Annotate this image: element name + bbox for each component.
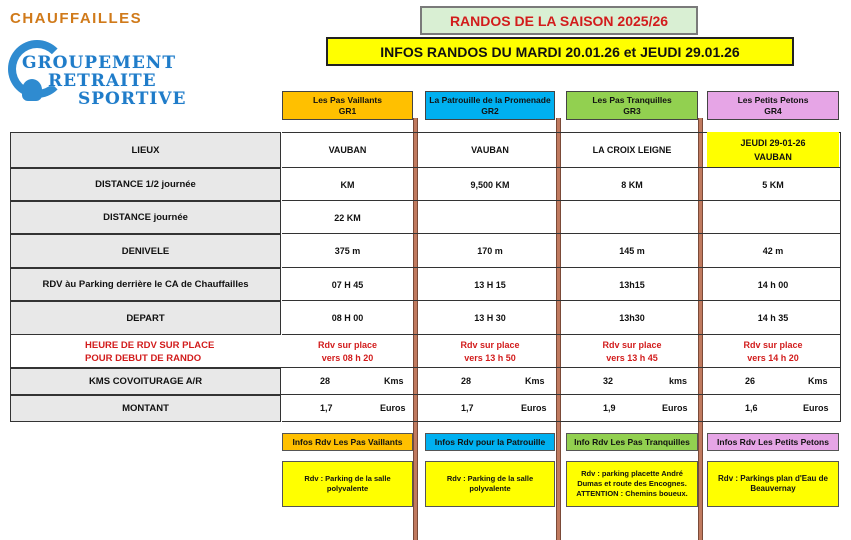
montant-value: 1,7 — [461, 403, 474, 413]
group-code: GR4 — [764, 105, 782, 116]
cell-covoit-gr2 — [425, 368, 555, 395]
rdv-line: Rdv sur place — [743, 339, 803, 350]
info-title-gr2: Infos Rdv pour la Patrouille — [425, 433, 555, 451]
cell-depart-gr3: 13h30 — [619, 313, 645, 323]
cell-heure-rdv-gr2 — [425, 335, 555, 368]
cell-montant-gr1 — [282, 395, 413, 422]
group-name: Les Petits Petons — [737, 94, 809, 105]
rdv-line: Rdv sur place — [602, 339, 662, 350]
gr4-place: VAUBAN — [754, 152, 792, 162]
rdv-line: Rdv sur place — [460, 339, 520, 350]
row-label-distance-full: DISTANCE journée — [10, 201, 281, 234]
row-label-depart: DEPART — [10, 301, 281, 335]
cell-heure-rdv-gr1 — [282, 335, 413, 368]
rdv-detail-gr4: Rdv : Parkings plan d'Eau de Beauvernay — [707, 461, 839, 507]
montant-unit: Euros — [662, 403, 688, 413]
logo-line-3: SPORTIVE — [78, 89, 187, 109]
rdv-line: Rdv sur place — [317, 339, 378, 350]
cell-montant-gr4 — [707, 395, 839, 422]
cell-dist-half-gr3: 8 KM — [621, 179, 643, 190]
row-divider — [10, 394, 841, 395]
rdv-detail-gr3: Rdv : parking placette André Dumas et route des Encognes. ATTENTION : Chemins boueux. — [566, 461, 698, 507]
covoit-value: 26 — [745, 376, 756, 386]
group-code: GR2 — [481, 105, 499, 116]
cell-dist-full-gr1: 22 KM — [334, 212, 361, 223]
rdv-detail-gr1: Rdv : Parking de la salle polyvalente — [282, 461, 413, 507]
brand-name: CHAUFFAILLES — [10, 10, 143, 27]
cell-covoit-gr1 — [282, 368, 413, 395]
logo-line-1: GROUPEMENT — [22, 53, 176, 73]
cell-dist-half-gr4: 5 KM — [762, 179, 784, 190]
covoit-unit: Kms — [808, 376, 828, 386]
page-title: RANDOS DE LA SAISON 2025/26 — [420, 6, 698, 35]
cell-denivele-gr1: 375 m — [334, 246, 361, 256]
row-label-denivele: DENIVELE — [10, 234, 281, 268]
cell-lieux-gr3: LA CROIX LEIGNE — [592, 145, 672, 155]
row-divider — [282, 167, 841, 168]
page-subtitle: INFOS RANDOS DU MARDI 20.01.26 et JEUDI 29.01.26 — [326, 37, 794, 66]
rdv-time: vers 13 h 45 — [606, 352, 658, 363]
montant-value: 1,7 — [320, 403, 333, 413]
row-divider — [282, 334, 841, 335]
montant-value: 1,9 — [603, 403, 616, 413]
rdv-time: vers 13 h 50 — [464, 352, 516, 363]
group-name: Les Pas Tranquilles — [592, 94, 672, 105]
covoit-value: 28 — [461, 376, 472, 386]
heure-rdv-label-2: POUR DEBUT DE RANDO — [85, 352, 202, 364]
cell-heure-rdv-gr4 — [707, 335, 839, 368]
row-label-rdv-parking: RDV àu Parking derrière le CA de Chauffailles — [10, 268, 281, 301]
row-label-lieux: LIEUX — [10, 132, 281, 168]
cell-depart-gr1: 08 H 00 — [331, 313, 364, 323]
covoit-unit: Kms — [384, 376, 404, 386]
cell-montant-gr3 — [566, 395, 698, 422]
cell-dist-half-gr2: 9,500 KM — [470, 179, 510, 190]
cell-denivele-gr4: 42 m — [762, 246, 784, 256]
heure-rdv-label-1: HEURE DE RDV SUR PLACE — [85, 339, 215, 351]
gr4-date: JEUDI 29-01-26 — [740, 138, 806, 148]
montant-value: 1,6 — [745, 403, 758, 413]
group-name: La Patrouille de la Promenade — [429, 94, 551, 105]
montant-unit: Euros — [521, 403, 547, 413]
cell-depart-gr2: 13 H 30 — [474, 313, 506, 323]
cell-lieux-gr2: VAUBAN — [471, 145, 509, 155]
cell-rdv-parking-gr2: 13 H 15 — [474, 279, 506, 290]
covoit-unit: kms — [669, 376, 688, 386]
group-code: GR3 — [623, 105, 641, 116]
info-title-gr1: Infos Rdv Les Pas Vaillants — [282, 433, 413, 451]
covoit-unit: Kms — [525, 376, 545, 386]
cell-heure-rdv-gr3 — [566, 335, 698, 368]
row-divider — [282, 267, 841, 268]
cell-montant-gr2 — [425, 395, 555, 422]
group-header-gr3 — [566, 91, 698, 120]
cell-lieux-gr1: VAUBAN — [328, 145, 367, 155]
group-header-gr1 — [282, 91, 413, 120]
row-label-montant: MONTANT — [10, 395, 281, 422]
group-header-gr4 — [707, 91, 839, 120]
club-logo — [8, 35, 187, 115]
row-divider — [282, 200, 841, 201]
info-title-gr3: Info Rdv Les Pas Tranquilles — [566, 433, 698, 451]
cell-dist-half-gr1: KM — [340, 179, 355, 190]
info-title-gr4: Infos Rdv Les Petits Petons — [707, 433, 839, 451]
cell-depart-gr4: 14 h 35 — [757, 313, 789, 323]
cell-covoit-gr3 — [566, 368, 698, 395]
cell-lieux-gr4 — [707, 132, 839, 168]
cell-rdv-parking-gr4: 14 h 00 — [757, 279, 789, 290]
row-label-covoiturage: KMS COVOITURAGE A/R — [10, 368, 281, 395]
cell-rdv-parking-gr1: 07 H 45 — [331, 279, 364, 290]
row-label-heure-rdv — [10, 335, 281, 368]
row-divider — [10, 334, 11, 368]
row-label-distance-half: DISTANCE 1/2 journée — [10, 168, 281, 201]
row-divider — [282, 300, 841, 301]
montant-unit: Euros — [380, 403, 406, 413]
logo-line-2: RETRAITE — [48, 71, 157, 91]
montant-unit: Euros — [803, 403, 829, 413]
row-divider — [282, 233, 841, 234]
cell-covoit-gr4 — [707, 368, 839, 395]
cell-denivele-gr3: 145 m — [619, 246, 645, 256]
row-divider — [10, 367, 841, 368]
logo-runner-icon — [22, 79, 42, 101]
group-header-gr2 — [425, 91, 555, 120]
rdv-time: vers 08 h 20 — [321, 352, 374, 363]
group-name: Les Pas Vaillants — [313, 94, 382, 105]
cell-denivele-gr2: 170 m — [477, 246, 503, 256]
rdv-detail-gr2: Rdv : Parking de la salle polyvalente — [425, 461, 555, 507]
group-code: GR1 — [338, 105, 357, 116]
rdv-time: vers 14 h 20 — [747, 352, 799, 363]
cell-rdv-parking-gr3: 13h15 — [619, 279, 645, 290]
covoit-value: 28 — [320, 376, 331, 386]
covoit-value: 32 — [603, 376, 614, 386]
